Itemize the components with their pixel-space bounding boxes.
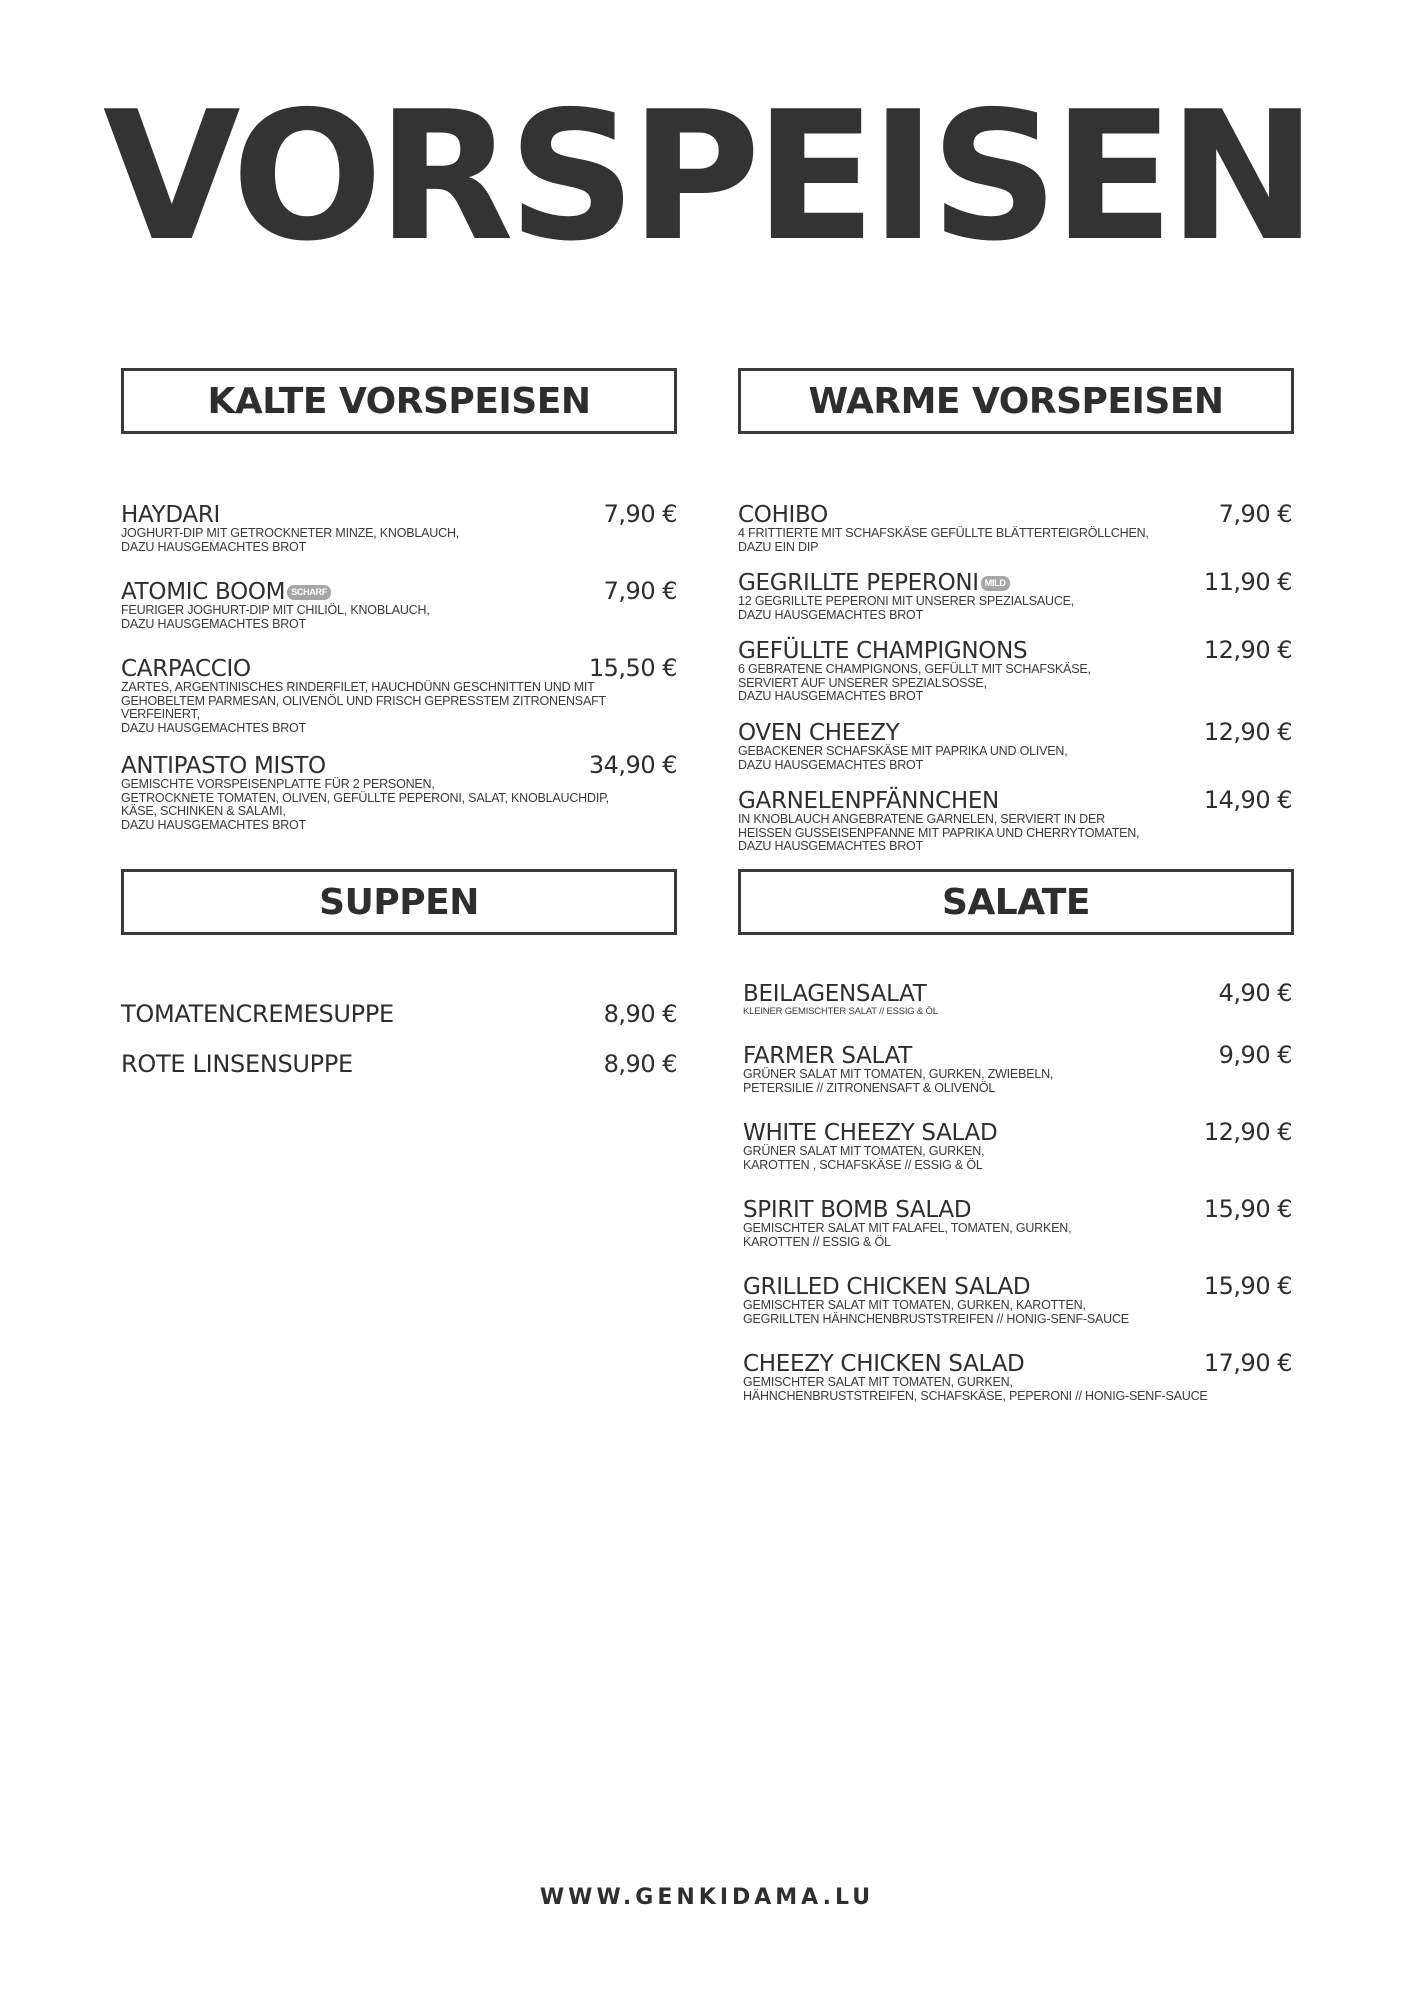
menu-item bbox=[738, 568, 1292, 622]
menu-item bbox=[121, 577, 677, 631]
website-link[interactable]: WWW.GENKIDAMA.LU bbox=[539, 1885, 875, 1910]
item-name: ROTE LINSENSUPPE bbox=[121, 1050, 353, 1078]
menu-item bbox=[743, 1118, 1292, 1172]
item-name: CARPACCIO bbox=[121, 656, 251, 682]
menu-item bbox=[743, 1272, 1292, 1326]
item-price: 11,90 € bbox=[1203, 568, 1292, 596]
section-header-kalte bbox=[121, 368, 677, 434]
item-description: GEMISCHTER SALAT MIT TOMATEN, GURKEN, HÄHNCHENBRUSTSTREIFEN, SCHAFSKÄSE, PEPERONI // HONIG-SENF-SAUCE bbox=[743, 1375, 1208, 1403]
section-header-salate bbox=[738, 869, 1294, 935]
mild-badge: MILD bbox=[981, 576, 1010, 591]
item-price: 17,90 € bbox=[1203, 1349, 1292, 1377]
item-description: 6 GEBRATENE CHAMPIGNONS, GEFÜLLT MIT SCHAFSKÄSE, SERVIERT AUF UNSERER SPEZIALSOSSE, DAZU HAUSGEMACHTES BROT bbox=[738, 662, 1091, 703]
item-name: GARNELENPFÄNNCHEN bbox=[738, 788, 999, 814]
item-price: 34,90 € bbox=[588, 751, 677, 779]
item-price: 12,90 € bbox=[1203, 1118, 1292, 1146]
item-name: ANTIPASTO MISTO bbox=[121, 753, 326, 779]
item-name: SPIRIT BOMB SALAD bbox=[743, 1197, 972, 1223]
item-description: FEURIGER JOGHURT-DIP MIT CHILIÖL, KNOBLAUCH, DAZU HAUSGEMACHTES BROT bbox=[121, 603, 430, 631]
item-name: HAYDARI bbox=[121, 502, 220, 528]
item-name: WHITE CHEEZY SALAD bbox=[743, 1120, 998, 1146]
item-description: IN KNOBLAUCH ANGEBRATENE GARNELEN, SERVIERT IN DER HEISSEN GUSSEISENPFANNE MIT PAPRIKA UND CHERRYTOMATEN, DAZU HAUSGEMACHTES BROT bbox=[738, 812, 1140, 853]
menu-item bbox=[121, 654, 677, 735]
item-name: GEFÜLLTE CHAMPIGNONS bbox=[738, 638, 1028, 664]
item-description: GEMISCHTER SALAT MIT TOMATEN, GURKEN, KAROTTEN, GEGRILLTEN HÄHNCHENBRUSTSTREIFEN // HONIG-SENF-SAUCE bbox=[743, 1298, 1129, 1326]
item-price: 7,90 € bbox=[1218, 500, 1292, 528]
item-description: ZARTES, ARGENTINISCHES RINDERFILET, HAUCHDÜNN GESCHNITTEN UND MIT GEHOBELTEM PARMESAN, OLIVENÖL UND FRISCH GEPRESSTEM ZITRONENSAFT VERFEINERT, DAZU HAUSGEMACHTES BROT bbox=[121, 680, 606, 735]
item-name: ATOMIC BOOM bbox=[121, 579, 286, 605]
menu-item bbox=[743, 979, 1292, 1017]
menu-item bbox=[738, 786, 1292, 854]
item-price: 12,90 € bbox=[1203, 718, 1292, 746]
item-price: 15,50 € bbox=[588, 654, 677, 682]
menu-item bbox=[121, 500, 677, 554]
item-description: GRÜNER SALAT MIT TOMATEN, GURKEN, KAROTTEN , SCHAFSKÄSE // ESSIG & ÖL bbox=[743, 1144, 985, 1172]
item-description: JOGHURT-DIP MIT GETROCKNETER MINZE, KNOBLAUCH, DAZU HAUSGEMACHTES BROT bbox=[121, 526, 460, 554]
item-name-row bbox=[121, 580, 331, 604]
item-description: GEMISCHTER SALAT MIT FALAFEL, TOMATEN, GURKEN, KAROTTEN // ESSIG & ÖL bbox=[743, 1221, 1072, 1249]
item-price: 8,90 € bbox=[603, 1050, 677, 1078]
item-price: 12,90 € bbox=[1203, 636, 1292, 664]
section-title: SUPPEN bbox=[319, 881, 479, 923]
item-price: 14,90 € bbox=[1203, 786, 1292, 814]
item-name-row bbox=[738, 571, 1010, 595]
section-header-warme bbox=[738, 368, 1294, 434]
item-name: GRILLED CHICKEN SALAD bbox=[743, 1274, 1031, 1300]
item-name: CHEEZY CHICKEN SALAD bbox=[743, 1351, 1025, 1377]
item-price: 15,90 € bbox=[1203, 1272, 1292, 1300]
menu-item bbox=[743, 1041, 1292, 1095]
section-header-suppen bbox=[121, 869, 677, 935]
item-description: GRÜNER SALAT MIT TOMATEN, GURKEN, ZWIEBELN, PETERSILIE // ZITRONENSAFT & OLIVENÖL bbox=[743, 1067, 1054, 1095]
item-price: 7,90 € bbox=[603, 577, 677, 605]
item-description: KLEINER GEMISCHTER SALAT // ESSIG & ÖL bbox=[743, 1006, 938, 1017]
menu-item bbox=[738, 718, 1292, 772]
menu-item bbox=[121, 1052, 677, 1077]
item-name: OVEN CHEEZY bbox=[738, 720, 900, 746]
item-name: GEGRILLTE PEPERONI bbox=[738, 570, 979, 596]
menu-item bbox=[738, 500, 1292, 554]
section-title: SALATE bbox=[942, 881, 1090, 923]
item-description: 4 FRITTIERTE MIT SCHAFSKÄSE GEFÜLLTE BLÄTTERTEIGRÖLLCHEN, DAZU EIN DIP bbox=[738, 526, 1149, 554]
item-price: 9,90 € bbox=[1218, 1041, 1292, 1069]
item-price: 7,90 € bbox=[603, 500, 677, 528]
item-description: GEBACKENER SCHAFSKÄSE MIT PAPRIKA UND OLIVEN, DAZU HAUSGEMACHTES BROT bbox=[738, 744, 1068, 772]
section-title: KALTE VORSPEISEN bbox=[207, 380, 591, 422]
menu-item bbox=[121, 751, 677, 832]
menu-item bbox=[743, 1195, 1292, 1249]
section-title: WARME VORSPEISEN bbox=[808, 380, 1224, 422]
item-name: BEILAGENSALAT bbox=[743, 981, 927, 1007]
item-name: COHIBO bbox=[738, 502, 828, 528]
menu-item bbox=[121, 1002, 677, 1027]
page-title: VORSPEISEN bbox=[102, 73, 1312, 280]
menu-item bbox=[743, 1349, 1292, 1403]
item-name: TOMATENCREMESUPPE bbox=[121, 1000, 394, 1028]
item-price: 15,90 € bbox=[1203, 1195, 1292, 1223]
item-name: FARMER SALAT bbox=[743, 1043, 913, 1069]
item-description: 12 GEGRILLTE PEPERONI MIT UNSERER SPEZIALSAUCE, DAZU HAUSGEMACHTES BROT bbox=[738, 594, 1075, 622]
item-price: 4,90 € bbox=[1218, 979, 1292, 1007]
item-description: GEMISCHTE VORSPEISENPLATTE FÜR 2 PERSONEN, GETROCKNETE TOMATEN, OLIVEN, GEFÜLLTE PEPERONI, SALAT, KNOBLAUCHDIP, KÄSE, SCHINKEN & SALAMI, DAZU HAUSGEMACHTES BROT bbox=[121, 777, 609, 832]
spicy-badge: SCHARF bbox=[287, 585, 331, 600]
item-price: 8,90 € bbox=[603, 1000, 677, 1028]
menu-item bbox=[738, 636, 1292, 704]
